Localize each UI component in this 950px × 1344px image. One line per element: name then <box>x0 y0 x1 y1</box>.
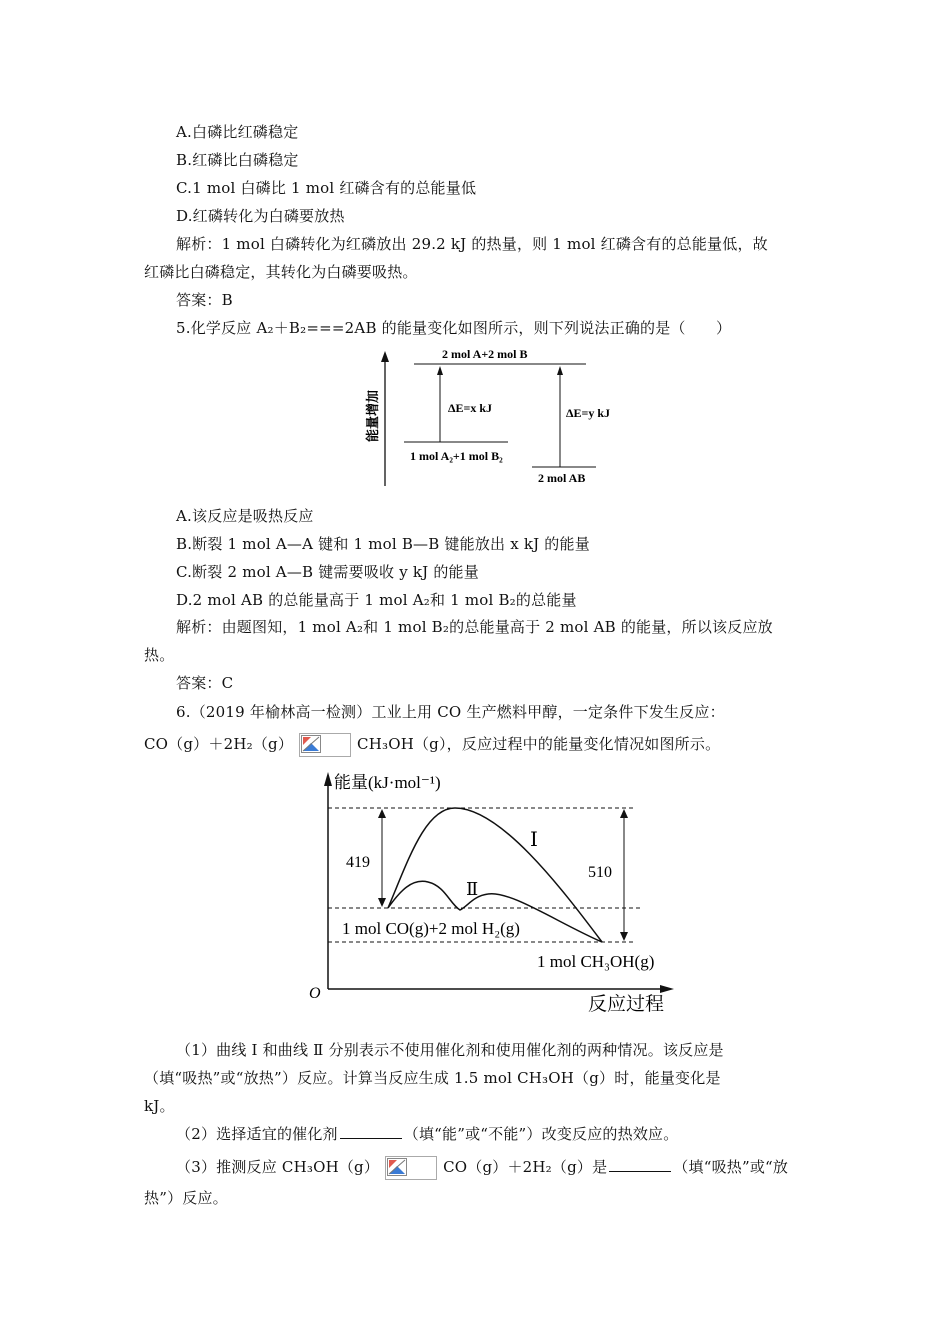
product-label: 1 mol CH₃OH(g) <box>537 952 655 971</box>
q6-part2-prefix: （2）选择适宜的催化剂 <box>176 1125 338 1143</box>
q5-option-a: A.该反应是吸热反应 <box>176 507 314 525</box>
value-419: 419 <box>346 854 370 871</box>
q6-part2-suffix: （填“能”或“不能”）改变反应的热效应。 <box>403 1125 679 1143</box>
q5-answer: 答案：C <box>176 674 234 692</box>
diagram-bottom-label: 2 mol AB <box>538 471 586 485</box>
q5-option-b: B.断裂 1 mol A—A 键和 1 mol B—B 键能放出 x kJ 的能量 <box>176 535 590 553</box>
q6-part3-line2: 热”）反应。 <box>144 1189 228 1207</box>
curve-two-label: Ⅱ <box>466 879 479 899</box>
q5-analysis-line1: 解析：由题图知，1 mol A₂和 1 mol B₂的总能量高于 2 mol AB 的能量，所以该反应放 <box>176 618 773 636</box>
q4-option-d: D.红磷转化为白磷要放热 <box>176 207 345 225</box>
q6-products-text: CH₃OH（g），反应过程中的能量变化情况如图所示。 <box>357 735 721 753</box>
q6-part1-line1: （1）曲线 Ⅰ 和曲线 Ⅱ 分别表示不使用催化剂和使用催化剂的两种情况。该反应是 <box>176 1041 724 1059</box>
curve-one-label: Ⅰ <box>530 829 538 851</box>
q6-stem-line1: 6.（2019 年榆林高一检测）工业上用 CO 生产燃料甲醇，一定条件下发生反应： <box>176 703 725 721</box>
answer-blank[interactable] <box>340 1124 402 1139</box>
q4-option-c: C.1 mol 白磷比 1 mol 红磷含有的总能量低 <box>176 179 477 197</box>
q6-stem-line2 <box>144 733 720 757</box>
q6-part1-line2: （填“吸热”或“放热”）反应。计算当反应生成 1.5 mol CH₃OH（g）时，能量变化是 <box>144 1069 721 1087</box>
q5-analysis-line2: 热。 <box>144 646 175 664</box>
q5-stem: 5.化学反应 A₂＋B₂===2AB 的能量变化如图所示，则下列说法正确的是（ ） <box>176 319 732 337</box>
reaction-arrow-image-icon <box>385 1156 437 1180</box>
answer-blank[interactable] <box>609 1157 671 1172</box>
chart-xlabel: 反应过程 <box>588 994 665 1015</box>
q6-part3-line1 <box>176 1156 788 1180</box>
q6-part3-suffix: （填“吸热”或“放 <box>673 1158 789 1176</box>
q6-part2 <box>176 1124 678 1144</box>
q6-reactants-text: CO（g）＋2H₂（g） <box>144 735 294 753</box>
q6-part3-prefix: （3）推测反应 CH₃OH（g） <box>176 1158 380 1176</box>
chart-origin: O <box>309 985 321 1002</box>
diagram-yaxis-label: 能量增加 <box>365 389 380 442</box>
q6-part3-middle: CO（g）＋2H₂（g）是 <box>443 1158 608 1176</box>
reactants-label: 1 mol CO(g)+2 mol H₂(g) <box>342 919 520 938</box>
q4-option-b: B.红磷比白磷稳定 <box>176 151 299 169</box>
value-510: 510 <box>588 864 612 881</box>
q5-option-c: C.断裂 2 mol A—B 键需要吸收 y kJ 的能量 <box>176 563 479 581</box>
q5-option-d: D.2 mol AB 的总能量高于 1 mol A₂和 1 mol B₂的总能量 <box>176 591 577 609</box>
diagram-top-label: 2 mol A+2 mol B <box>442 347 528 361</box>
q4-analysis-line2: 红磷比白磷稳定，其转化为白磷要吸热。 <box>144 263 418 281</box>
reaction-arrow-image-icon <box>299 733 351 757</box>
q4-answer: 答案：B <box>176 291 233 309</box>
diagram-delta-x: ΔE=x kJ <box>448 401 493 415</box>
diagram-delta-y: ΔE=y kJ <box>566 406 611 420</box>
diagram-middle-label: 1 mol A₂+1 mol B₂ <box>410 449 503 463</box>
q4-analysis-line1: 解析：1 mol 白磷转化为红磷放出 29.2 kJ 的热量，则 1 mol 红磷含有的总能量低，故 <box>176 235 768 253</box>
q6-energy-chart <box>300 766 680 1024</box>
chart-ylabel: 能量(kJ·mol⁻¹) <box>334 773 441 792</box>
q6-part1-line3: kJ。 <box>144 1097 175 1115</box>
q4-option-a: A.白磷比红磷稳定 <box>176 123 299 141</box>
q5-energy-diagram <box>360 342 630 492</box>
